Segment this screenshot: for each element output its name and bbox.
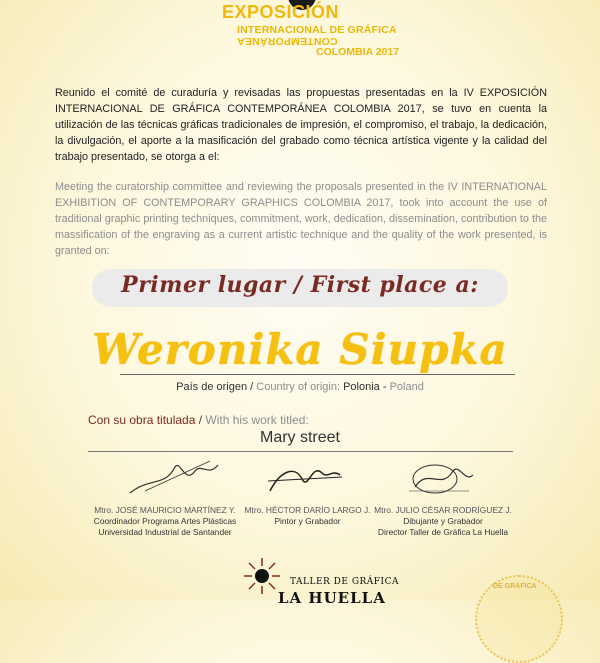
signature-block-3 xyxy=(373,505,513,538)
signature-3-role1: Dibujante y Grabador xyxy=(403,516,483,526)
signature-block-1 xyxy=(90,505,240,538)
work-label-en: With his work titled: xyxy=(205,413,309,427)
seal-text: DE GRÁFICA xyxy=(493,583,537,590)
work-title: Mary street xyxy=(259,429,340,446)
origin-label-es: País de origen / xyxy=(176,381,257,393)
certificate-header xyxy=(0,0,600,70)
signature-1-role2: Universidad Industrial de Santander xyxy=(98,527,232,537)
work-label-es: Con su obra titulada / xyxy=(88,413,206,427)
footer-logo-line2: LA HUELLA xyxy=(278,589,386,607)
origin-label-en: Country of origin: xyxy=(256,381,344,393)
country-es: Polonia - xyxy=(343,381,390,393)
signature-3-role2: Director Taller de Gráfica La Huella xyxy=(377,527,509,537)
signature-1-icon xyxy=(90,457,240,497)
exhibition-subtitle-1: INTERNACIONAL DE GRÁFICA xyxy=(237,24,397,36)
signature-block-2 xyxy=(240,505,375,527)
exhibition-subtitle-3: COLOMBIA 2017 xyxy=(316,46,400,58)
signature-1-role1: Coordinador Programa Artes Plásticas xyxy=(93,516,237,526)
country-of-origin xyxy=(0,381,600,393)
winner-name: Weronika Siupka xyxy=(92,325,508,374)
signature-2-icon xyxy=(240,457,375,499)
footer-logo-line1: TALLER DE GRÁFICA xyxy=(290,577,399,587)
signature-3-name: Mtro. JULIO CÉSAR RODRÍGUEZ J. xyxy=(374,505,512,515)
signature-1-name: Mtro. JOSÉ MAURICIO MARTÍNEZ Y. xyxy=(94,505,236,515)
paragraph-spanish: Reunido el comité de curaduría y revisadas las propuestas presentadas en la IV EXPOSICIÓN INTERNACIONAL DE GRÁFICA CONTEMPORÁNEA COLOMBIA 2017, se tuvo en cuenta la utilización de las técnicas gráficas tradicionales de impresión, el compromiso, el trabajo, la dedicación, la divulgación, el aporte a la masificación del grabado como técnica artística vigente y la calidad del trabajo presentado, se otorga a el: xyxy=(55,87,547,163)
work-underline xyxy=(88,451,513,452)
award-label: Primer lugar / First place a: xyxy=(121,272,479,298)
signature-2-role1: Pintor y Grabador xyxy=(274,516,341,526)
exhibition-title: EXPOSICIÓN xyxy=(222,2,340,22)
winner-underline xyxy=(120,374,515,375)
work-label xyxy=(88,413,309,427)
signature-3-icon xyxy=(373,457,513,499)
paragraph-english: Meeting the curatorship committee and reviewing the proposals presented in the IV INTERNATIONAL EXHIBITION OF CONTEMPORARY GRAPHICS COLOMBIA 2017, took into account the use of traditional graphic printing techniques, commitment, work, dedication, dissemination, contribution to the massification of the engraving as a current artistic technique and the quality of the work presented, is granted on: xyxy=(55,181,547,257)
exhibition-subtitle-2: CONTEMPORÁNEA xyxy=(237,35,338,47)
signature-2-name: Mtro. HÉCTOR DARÍO LARGO J. xyxy=(244,505,371,515)
country-en: Poland xyxy=(389,381,424,393)
